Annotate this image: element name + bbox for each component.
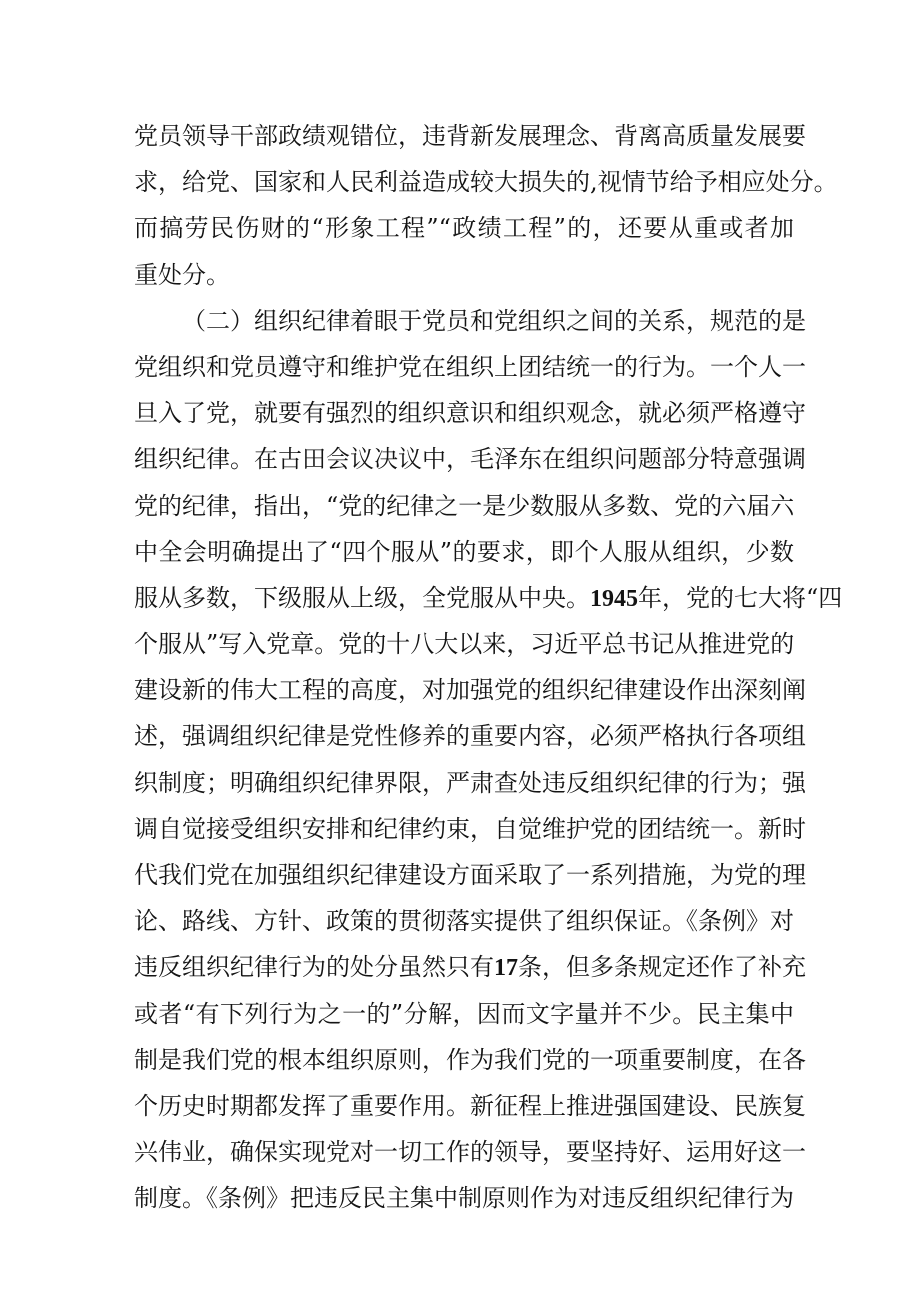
text-line: 个服从”写入党章。党的十八大以来，习近平总书记从推进党的 [134,630,795,659]
text-line: 中全会明确提出了“四个服从”的要求，即个人服从组织，少数 [134,537,794,566]
text-line: 建设新的伟大工程的高度，对加强党的组织纪律建设作出深刻阐 [134,676,806,705]
text-line: 求，给党、国家和人民利益造成较大损失的,视情节给予相应处分。 [134,168,838,197]
text-line: （二）组织纪律着眼于党员和党组织之间的关系，规范的是 [182,306,806,335]
text-line: 制度。《条例》把违反民主集中制原则作为对违反组织纪律行为 [134,1184,794,1213]
text-line: 论、路线、方针、政策的贯彻落实提供了组织保证。《条例》对 [134,907,794,936]
text-line: 组织纪律。在古田会议决议中，毛泽东在组织问题部分特意强调 [134,445,806,474]
text-line: 或者“有下列行为之一的”分解，因而文字量并不少。民主集中 [134,999,794,1028]
paragraph-2 [134,298,843,1222]
text-line: 述，强调组织纪律是党性修养的重要内容，必须严格执行各项组 [134,722,806,751]
text-line: 代我们党在加强组织纪律建设方面采取了一系列措施，为党的理 [134,861,806,889]
text-line: 而搞劳民伤财的“形象工程”“政绩工程”的，还要从重或者加 [134,214,794,243]
text-line: 重处分。 [134,260,230,289]
text-line: 违反组织纪律行为的处分虽然只有17条，但多条规定还作了补充 [134,953,806,982]
text-line: 兴伟业，确保实现党对一切工作的领导，要坚持好、运用好这一 [134,1138,806,1167]
numeral: 17 [494,955,518,982]
text-line: 党的纪律，指出，“党的纪律之一是少数服从多数、党的六届六 [134,491,795,520]
text-line: 旦入了党，就要有强烈的组织意识和组织观念，就必须严格遵守 [134,399,806,428]
text-line: 党组织和党员遵守和维护党在组织上团结统一的行为。一个人一 [134,352,806,381]
numeral: 1945 [590,585,638,612]
text-line: 服从多数，下级服从上级，全党服从中央。1945年，党的七大将“四 [134,583,843,612]
body-text [134,113,843,1222]
text-line: 党员领导干部政绩观错位，违背新发展理念、背离高质量发展要 [134,122,806,150]
text-line: 个历史时期都发挥了重要作用。新征程上推进强国建设、民族复 [134,1091,806,1120]
text-line: 制是我们党的根本组织原则，作为我们党的一项重要制度，在各 [134,1045,806,1074]
text-line: 织制度；明确组织纪律界限，严肃查处违反组织纪律的行为；强 [134,768,806,797]
text-line: 调自觉接受组织安排和纪律约束，自觉维护党的团结统一。新时 [134,814,806,843]
paragraph-1 [134,113,838,298]
